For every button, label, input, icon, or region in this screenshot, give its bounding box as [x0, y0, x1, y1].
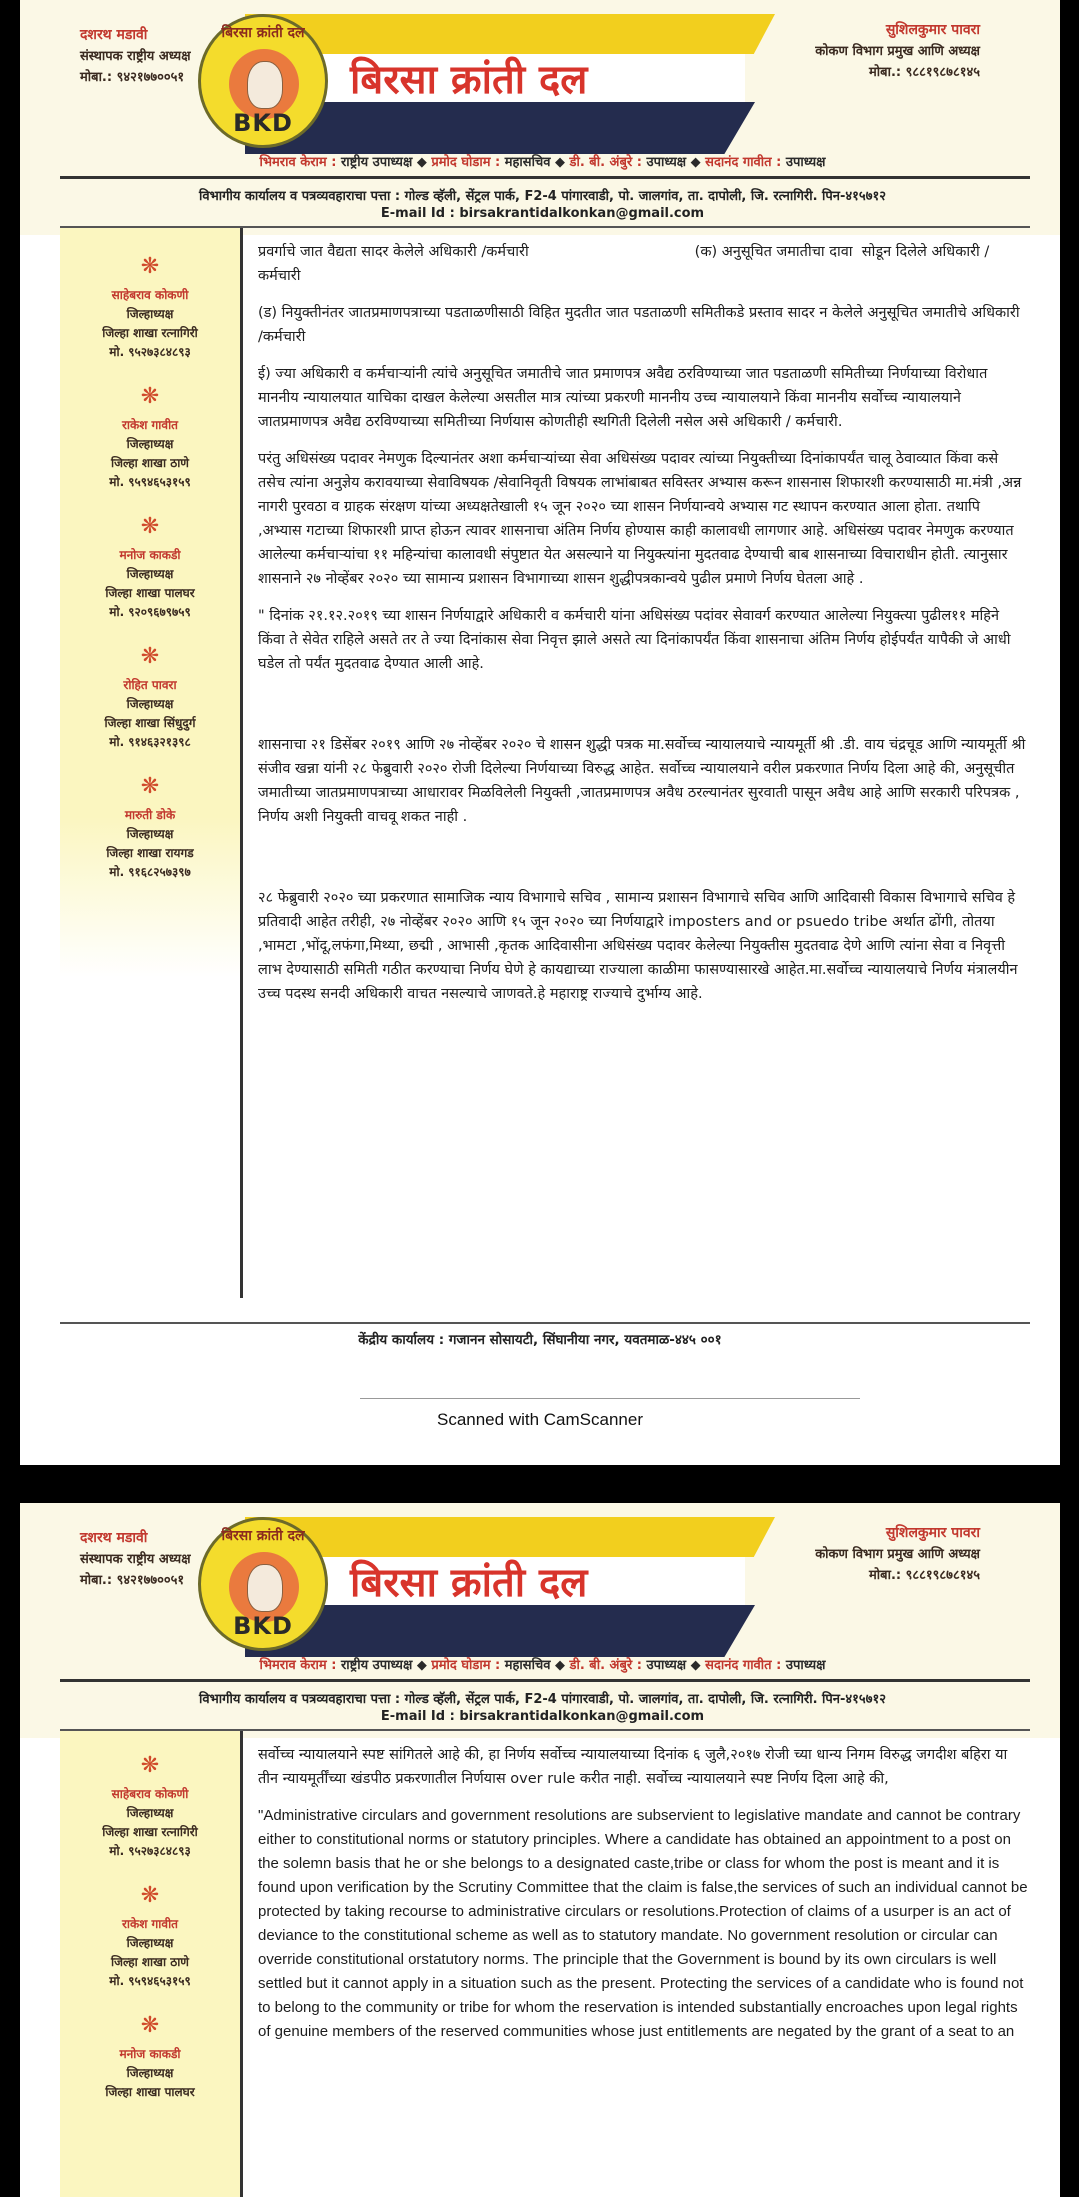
paragraph: (ड) नियुक्तीनंतर जातप्रमाणपत्राच्या पडताळणीसाठी विहित मुदतीत जात पडताळणी समितीकडे प्रस्ताव सादर न केलेले अनुसूचित जमातीचे अधिकारी /कर्मचारी: [258, 305, 1020, 345]
member-title: जिल्हाध्यक्ष: [126, 1936, 174, 1950]
district-head: [60, 772, 240, 882]
founder-phone: मोबा.: ९४२१७७००५१: [80, 1573, 185, 1588]
document-page-1: [20, 0, 1060, 1465]
member-branch: जिल्हा शाखा रत्नागिरी: [102, 1825, 198, 1839]
bearer-role: महासचिव: [504, 155, 551, 170]
member-branch: जिल्हा शाखा ठाणे: [111, 456, 189, 470]
separator-diamond-icon: ◆: [416, 1658, 427, 1673]
member-name: मनोज काकडी: [119, 2047, 181, 2061]
logo-top-text: बिरसा क्रांती दल: [221, 25, 305, 41]
scanner-watermark: Scanned with CamScanner: [436, 1410, 643, 1429]
founder-role: संस्थापक राष्ट्रीय अध्यक्ष: [80, 1552, 191, 1567]
logo-abbr: BKD: [233, 109, 293, 137]
divider: [60, 176, 1030, 179]
org-title: बिरसा क्रांती दल: [350, 57, 588, 103]
flower-ornament-icon: ❋: [140, 1753, 160, 1778]
office-address: विभागीय कार्यालय व पत्रव्यवहाराचा पत्ता : गोल्ड व्हॅली, सेंट्रल पार्क, F2-4 पांगारवाडी, पो. जालगांव, ता. दापोली, जि. रत्नागिरी. पिन-४१५७१२: [199, 189, 886, 204]
member-name: साहेबराव कोकणी: [111, 288, 189, 302]
member-title: जिल्हाध्यक्ष: [126, 307, 174, 321]
flower-ornament-icon: ❋: [140, 384, 160, 409]
divider: [360, 1398, 860, 1399]
bearer-role: राष्ट्रीय उपाध्यक्ष: [340, 155, 413, 170]
separator-diamond-icon: ◆: [554, 155, 565, 170]
column-divider: [240, 1731, 243, 2197]
konkan-head-phone: मोबा.: ९८८१९८७८१४५: [869, 1568, 980, 1583]
konkan-head-role: कोकण विभाग प्रमुख आणि अध्यक्ष: [815, 1547, 980, 1562]
member-phone: मो. ९५९४६५३१५९: [109, 1974, 191, 1988]
member-title: जिल्हाध्यक्ष: [126, 697, 174, 711]
flower-ornament-icon: ❋: [140, 514, 160, 539]
founder-contact: [80, 1528, 191, 1591]
flower-ornament-icon: ❋: [140, 2013, 160, 2038]
quoted-judgment: "Administrative circulars and government resolutions are subservient to legislative mandate and cannot be contrary either to constitutional norms or statutory principles. Where a candidate has obtained an appointment to a post on the solemn basis that he or she belongs to a designated caste,tribe or class for whom the post is meant and it is found upon verification by the Scrutiny Committee that the claim is false,the services of such an individual cannot be protected by taking recourse to administrative circulars or resolutions.Protection of claims of a usurper is an act of deviance to the constitutional scheme as well as to statutory mandate. No government resolution or circular can override constitutional orstatutory norms. The principle that the Government is bound by its own circulars is well settled but it cannot apply in a situation such as the present. Protecting the services of a candidate who is found not to belong to the community or tribe for whom the reservation is intended substantially encroaches upon legal rights of genuine members of the reserved communities whose just entitlements are negated by the grant of a seat to an: [258, 1807, 1028, 2040]
member-name: रोहित पावरा: [123, 678, 177, 692]
bkd-logo: [198, 14, 328, 148]
portrait-face-icon: [247, 1564, 283, 1612]
portrait-face-icon: [247, 61, 283, 109]
district-head: [60, 2011, 240, 2102]
member-phone: मो. ९१४६३२१३९८: [109, 735, 191, 749]
paragraph: " दिनांक २१.१२.२०१९ च्या शासन निर्णयाद्वारे अधिकारी व कर्मचारी यांना अधिसंख्य पदांवर सेवावर्ग करण्यात आलेल्या नियुक्त्या पुढील११ महिने किंवा ते सेवेत राहिले असते तर ते ज्या दिनांकास सेवा निवृत्त झाले असते त्या दिनांकापर्यंत किंवा शासनाचा अंतिम निर्णय होईपर्यंत यापैकी जे आधी घडेल तो पर्यंत मुदतवाढ देण्यात आली आहे.: [258, 608, 1011, 672]
spacer: [258, 842, 1028, 886]
member-name: साहेबराव कोकणी: [111, 1787, 189, 1801]
office-address: विभागीय कार्यालय व पत्रव्यवहाराचा पत्ता : गोल्ड व्हॅली, सेंट्रल पार्क, F2-4 पांगारवाडी, पो. जालगांव, ता. दापोली, जि. रत्नागिरी. पिन-४१५७१२: [199, 1692, 886, 1707]
founder-phone: मोबा.: ९४२१७७००५१: [80, 70, 185, 85]
member-title: जिल्हाध्यक्ष: [126, 567, 174, 581]
central-office-address: केंद्रीय कार्यालय : गजानन सोसायटी, सिंघानीया नगर, यवतमाळ-४४५ ००१: [358, 1332, 722, 1348]
divider: [60, 1322, 1030, 1324]
bearer-role: राष्ट्रीय उपाध्यक्ष: [340, 1658, 413, 1673]
member-name: राकेश गावीत: [121, 1917, 179, 1931]
member-phone: मो. ९५२७३८४८९३: [109, 1844, 191, 1858]
bearer-name: भिमराव केराम: [259, 155, 327, 170]
member-phone: मो. ९१६८२५७३९७: [109, 865, 191, 879]
founder-contact: [80, 25, 191, 88]
member-branch: जिल्हा शाखा रत्नागिरी: [102, 326, 198, 340]
member-branch: जिल्हा शाखा पालघर: [105, 586, 195, 600]
district-head: [60, 382, 240, 492]
member-branch: जिल्हा शाखा ठाणे: [111, 1955, 189, 1969]
paragraph: परंतु अधिसंख्य पदावर नेमणुक दिल्यानंतर अशा कर्मचाऱ्यांच्या सेवा अधिसंख्य पदावर त्यांच्या नियुक्तीच्या दिनांकापर्यंत चालू ठेवाव्यात किंवा कसे तसेच त्यांना अनुज्ञेय करावयाच्या सेवाविषयक /सेवानिवृती विषयक लाभांबाबत सविस्तर अभ्यास करून शासनास शिफारशी करण्यासाठी मा.मंत्री ,अन्न नागरी पुरवठा व ग्राहक संरक्षण यांच्या अध्यक्षतेखाली १५ जून २०२० च्या शासन निर्णयान्वये अभ्यास गट स्थापन करण्यात आला होता. तथापि ,अभ्यास गटाच्या शिफारशी प्राप्त होऊन त्यावर शासनाचा अंतिम निर्णय होण्यास काही कालावधी लागणार आहे. अधिसंख्य पदावर नेमणुक करण्यात आलेल्या कर्मचाऱ्यांचा ११ महिन्यांचा कालावधी संपुष्टात येत असल्याने या नियुक्त्यांना मुदतवाढ देण्याची बाब शासनाच्या विचाराधीन होती. त्यानुसार शासनाने २७ नोव्हेंबर २०२० च्या सामान्य प्रशासन विभागाच्या शासन शुद्धीपत्रकान्वये पुढील प्रमाणे निर्णय घेतला आहे .: [258, 451, 1022, 587]
bearer-name: प्रमोद घोडाम: [431, 1658, 491, 1673]
district-head: [60, 1881, 240, 1991]
member-branch: जिल्हा शाखा रायगड: [106, 846, 194, 860]
column-divider: [240, 228, 243, 1298]
member-title: जिल्हाध्यक्ष: [126, 1806, 174, 1820]
founder-role: संस्थापक राष्ट्रीय अध्यक्ष: [80, 49, 191, 64]
flower-ornament-icon: ❋: [140, 254, 160, 279]
spacer: [258, 689, 1028, 733]
bearer-name: भिमराव केराम: [259, 1658, 327, 1673]
paragraph: २८ फेब्रुवारी २०२० च्या प्रकरणात सामाजिक न्याय विभागाचे सचिव , सामान्य प्रशासन विभागाचे सचिव आणि आदिवासी विकास विभागाचे सचिव हे प्रतिवादी आहेत तरीही, २७ नोव्हेंबर २०२० आणि १५ जून २०२० च्या निर्णयाद्वारे imposters and or psuedo tribe अर्थात ढोंगी, तोतया ,भामटा ,भोंदू,लफंगा,मिथ्या, छद्मी , आभासी ,कृतक आदिवासीना अधिसंख्य पदावर केलेल्या नियुक्तीस मुदतवाढ देणे आणि त्यांना सेवा व निवृत्ती लाभ देण्यासाठी समिती गठीत करण्याचा निर्णय घेणे हे कायद्याच्या राज्याला काळीमा फासण्यासारखे आहेत.मा.सर्वोच्च न्यायालयाचे निर्णय मंत्रालयीन उच्च पदस्थ सनदी अधिकारी वाचत नसल्याचे जाणवते.हे महाराष्ट्र राज्याचे दुर्भाग्य आहे.: [258, 890, 1018, 1002]
divider: [60, 1679, 1030, 1682]
bearer-name: सदानंद गावीत: [705, 155, 772, 170]
member-phone: मो. ९५९४६५३१५९: [109, 475, 191, 489]
member-phone: मो. ९५२७३८४८९३: [109, 345, 191, 359]
konkan-head-name: सुशिलकुमार पावरा: [885, 1525, 980, 1541]
bearer-role: उपाध्यक्ष: [785, 1658, 826, 1673]
flower-ornament-icon: ❋: [140, 1883, 160, 1908]
member-branch: जिल्हा शाखा पालघर: [105, 2085, 195, 2099]
separator-diamond-icon: ◆: [690, 155, 701, 170]
konkan-head-role: कोकण विभाग प्रमुख आणि अध्यक्ष: [815, 44, 980, 59]
office-bearers: भिमराव केराम : राष्ट्रीय उपाध्यक्ष ◆ प्रमोद घोडाम : महासचिव ◆ डी. बी. अंबुरे : उपाध्यक्ष ◆ सदानंद गावीत : उपाध्यक्ष: [259, 155, 826, 170]
district-heads-sidebar: [60, 228, 240, 1298]
org-title: बिरसा क्रांती दल: [350, 1560, 588, 1606]
member-title: जिल्हाध्यक्ष: [126, 437, 174, 451]
paragraph: सर्वोच्च न्यायालयाने स्पष्ट सांगितले आहे की, हा निर्णय सर्वोच्च न्यायालयाच्या दिनांक ६ जुलै,२०१७ रोजी च्या धान्य निगम विरुद्ध जगदीश बहिरा या तीन न्यायमूर्तींच्या खंडपीठ प्रकरणातील निर्णयास over rule करीत नाही. सर्वोच्च न्यायालयाने स्पष्ट निर्णय दिला आहे की,: [258, 1747, 1008, 1787]
separator-diamond-icon: ◆: [690, 1658, 701, 1673]
district-head: [60, 252, 240, 362]
member-name: राकेश गावीत: [121, 418, 179, 432]
member-phone: मो. ९२०९६७९७५९: [109, 605, 191, 619]
bkd-logo: [198, 1517, 328, 1651]
logo-abbr: BKD: [233, 1612, 293, 1640]
district-head: [60, 642, 240, 752]
office-email: E-mail Id : birsakrantidalkonkan@gmail.com: [380, 206, 705, 221]
bearer-role: उपाध्यक्ष: [646, 1658, 687, 1673]
bearer-name: सदानंद गावीत: [705, 1658, 772, 1673]
logo-top-text: बिरसा क्रांती दल: [221, 1528, 305, 1544]
letter-body-page-2: [258, 1743, 1028, 2057]
separator-diamond-icon: ◆: [416, 155, 427, 170]
letter-body-page-1: [258, 240, 1028, 1019]
konkan-head-contact: [815, 20, 980, 83]
konkan-head-name: सुशिलकुमार पावरा: [885, 22, 980, 38]
founder-name: दशरथ मडावी: [80, 1530, 148, 1546]
office-email: E-mail Id : birsakrantidalkonkan@gmail.com: [380, 1709, 705, 1724]
letterhead: [20, 0, 1060, 235]
konkan-head-contact: [815, 1523, 980, 1586]
separator-diamond-icon: ◆: [554, 1658, 565, 1673]
office-bearers: भिमराव केराम : राष्ट्रीय उपाध्यक्ष ◆ प्रमोद घोडाम : महासचिव ◆ डी. बी. अंबुरे : उपाध्यक्ष ◆ सदानंद गावीत : उपाध्यक्ष: [259, 1658, 826, 1673]
bearer-name: डी. बी. अंबुरे: [569, 1658, 633, 1673]
paragraph: ई) ज्या अधिकारी व कर्मचाऱ्यांनी त्यांचे अनुसूचित जमातीचे जात प्रमाणपत्र अवैद्य ठरविण्याच्या जात पडताळणी समितीच्या निर्णयाच्या विरोधात माननीय न्यायालयात याचिका दाखल केलेल्या असतील मात्र त्यांच्या प्रकरणी माननीय उच्च न्यायालयाने किंवा माननीय सर्वोच्च न्यायालयाने जातप्रमाणपत्र अवैद्य ठरविण्याच्या समितीच्या निर्णयास कोणतीही स्थगिती दिलेली नसेल असे अधिकारी / कर्मचारी.: [258, 366, 988, 430]
letterhead: [20, 1503, 1060, 1738]
flower-ornament-icon: ❋: [140, 774, 160, 799]
district-head: [60, 1751, 240, 1861]
konkan-head-phone: मोबा.: ९८८१९८७८१४५: [869, 65, 980, 80]
member-branch: जिल्हा शाखा सिंधुदुर्ग: [104, 716, 196, 730]
member-name: मारुती डोके: [124, 808, 176, 822]
bearer-role: उपाध्यक्ष: [646, 155, 687, 170]
district-head: [60, 512, 240, 622]
paragraph: शासनाचा २१ डिसेंबर २०१९ आणि २७ नोव्हेंबर २०२० चे शासन शुद्धी पत्रक मा.सर्वोच्च न्यायालयाचे न्यायमूर्ती श्री .डी. वाय चंद्रचूड आणि न्यायमूर्ती श्री संजीव खन्ना यांनी २८ फेब्रुवारी २०२० रोजी दिलेल्या निर्णयाच्या विरुद्ध आहेत. सर्वोच्च न्यायालयाने वरील प्रकरणात निर्णय दिला आहे की, अनुसूचीत जमातीच्या जातप्रमाणपत्राच्या आधारावर मिळविलेली नियुक्ती ,जातप्रमाणपत्र अवैध ठरल्यानंतर सुरवाती पासून अवैध आहे आणि सरकारी परिपत्रक , निर्णय अशी नियुक्ती वाचवू शकत नाही .: [258, 737, 1026, 825]
district-heads-sidebar: [60, 1731, 240, 2197]
bearer-name: डी. बी. अंबुरे: [569, 155, 633, 170]
bearer-role: उपाध्यक्ष: [785, 155, 826, 170]
flower-ornament-icon: ❋: [140, 644, 160, 669]
member-title: जिल्हाध्यक्ष: [126, 827, 174, 841]
bearer-name: प्रमोद घोडाम: [431, 155, 491, 170]
bearer-role: महासचिव: [504, 1658, 551, 1673]
member-title: जिल्हाध्यक्ष: [126, 2066, 174, 2080]
founder-name: दशरथ मडावी: [80, 27, 148, 43]
paragraph: प्रवर्गाचे जात वैद्यता सादर केलेले अधिकारी /कर्मचारी (क) अनुसूचित जमातीचा दावा सोडून दिलेले अधिकारी / कर्मचारी: [258, 244, 994, 284]
member-name: मनोज काकडी: [119, 548, 181, 562]
document-page-2: [20, 1503, 1060, 2197]
